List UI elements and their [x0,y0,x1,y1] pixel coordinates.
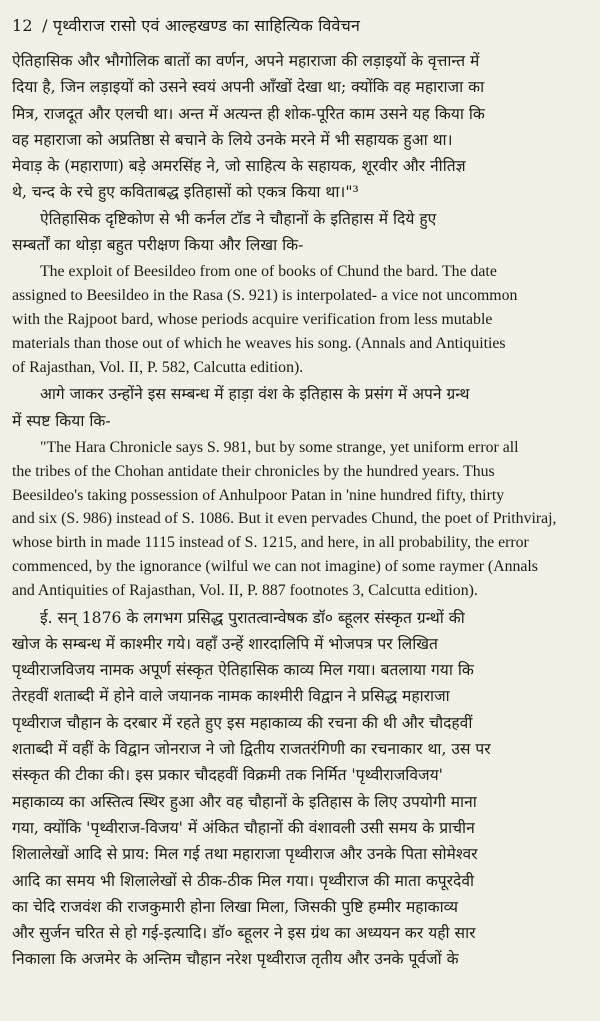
quote-line: assigned to Beesildeo in the Rasa (S. 921) is interpolated- a vice not uncommon [12,287,518,305]
quote-line: and Antiquities of Rajasthan, Vol. II, P. 887 footnotes 3, Calcutta edition). [12,581,478,599]
quote-line: and six (S. 986) instead of S. 1086. But it even pervades Chund, the poet of Prithviraj, [12,510,557,528]
text-line: शिलालेखों आदि से प्राय: मिल गई तथा महाराजा पृथ्वीराज और उनके पिता सोमेश्वर [12,845,478,864]
text-line: और सुर्जन चरित से हो गई-इत्यादि। डॉ० ब्हूलर ने इस ग्रंथ का अध्ययन कर यही सार [12,924,476,943]
text-line: पृथ्वीराज चौहान के दरबार में रहते हुए इस महाकाव्य की रचना की थी और चौदहवीं [12,713,473,732]
text-line: संस्कृत की टीका की। इस प्रकार चौदहवीं विक्रमी तक निर्मित 'पृथ्वीराजविजय' [12,766,443,785]
text-line: गया, क्योंकि 'पृथ्वीराज-विजय' में अंकित चौहानों की वंशावली उसी समय के प्राचीन [12,818,475,837]
quote-line: the tribes of the Chohan antidate their chronicles by the hundred years. Thus [12,462,495,480]
text-line: निकाला कि अजमेर के अन्तिम चौहान नरेश पृथ्वीराज तृतीय और उनके पूर्वजों के [12,950,459,969]
text-line: थे, चन्द के रचे हुए कविताबद्ध इतिहासों को एकत्र किया था।"³ [12,183,359,202]
running-header [12,14,590,38]
paragraph-2 [12,206,590,259]
quote-line: with the Rajpoot bard, whose periods acquire verification from less mutable [12,310,493,328]
text-line: मित्र, राजदूत और एलची था। अन्त में अत्यन्त ही शोक-पूरित काम उसने यह किया कि [12,104,485,123]
paragraph-1 [12,48,590,206]
text-line: तेरहवीं शताब्दी में होने वाले जयानक नामक काश्मीरी विद्वान ने प्रसिद्ध महाराजा [12,687,450,706]
text-line: ई. सन् 1876 के लगभग प्रसिद्ध पुरातत्वान्वेषक डॉ० ब्हूलर संस्कृत ग्रन्थों की [40,608,465,627]
text-line: आगे जाकर उन्होंने इस सम्बन्ध में हाड़ा वंश के इतिहास के प्रसंग में अपने ग्रन्थ [40,385,470,404]
book-title: पृथ्वीराज रासो एवं आल्हखण्ड का साहित्यिक विवेचन [52,16,361,35]
text-line: पृथ्वीराजविजय नामक अपूर्ण संस्कृत ऐतिहासिक काव्य मिल गया। बतलाया गया कि [12,661,474,680]
text-line: खोज के सम्बन्ध में काश्मीर गये। वहाँ उन्हें शारदालिपि में भोजपत्र पर लिखित [12,634,438,653]
text-line: सम्बर्तों का थोड़ा बहुत परीक्षण किया और लिखा कि- [12,236,304,255]
text-line: आदि का समय भी शिलालेखों से ठीक-ठीक मिल गया। पृथ्वीराज की माता कपूरदेवी [12,871,475,890]
quote-line: Beesildeo's taking possession of Anhulpoor Patan in 'nine hundred fifty, thirty [12,486,505,504]
text-line: ऐतिहासिक और भौगोलिक बातों का वर्णन, अपने महाराजा की लड़ाइयों के वृत्तान्त में [12,52,480,70]
quote-line: "The Hara Chronicle says S. 981, but by some strange, yet uniform error all [40,438,519,456]
paragraph-3 [12,381,590,434]
english-quote-1 [12,260,590,379]
text-line: महाकाव्य का अस्तित्व स्थिर हुआ और वह चौहानों के इतिहास के लिए उपयोगी माना [12,792,477,811]
text-line: ऐतिहासिक दृष्टिकोण से भी कर्नल टॉड ने चौहानों के इतिहास में दिये हुए [40,209,437,228]
quote-line: The exploit of Beesildeo from one of books of Chund the bard. The date [40,263,497,281]
page-number: 12 [12,16,33,35]
paragraph-4 [12,605,590,973]
quote-line: materials than those out of which he weaves his song. (Annals and Antiquities [12,334,506,352]
quote-line: commenced, by the ignorance (wilful we can not imagine) of some raymer (Annals [12,557,538,575]
text-line: मेवाड़ के (महाराणा) बड़े अमरसिंह ने, जो साहित्य के सहायक, शूरवीर और नीतिज्ञ [12,157,466,176]
header-separator: / [42,16,48,35]
text-line: दिया है, जिन लड़ाइयों को उसने स्वयं अपनी आँखों देखा था; क्योंकि वह महाराजा का [12,78,485,97]
english-quote-2 [12,436,590,603]
text-line: का चेदि राजवंश की राजकुमारी होना लिखा मिला, जिसकी पुष्टि हम्मीर महाकाव्य [12,897,459,916]
text-line: शताब्दी में वहीं के विद्वान जोनराज ने जो द्वितीय राजतरंगिणी का रचनाकार था, उस पर [12,740,491,759]
quote-line: of Rajasthan, Vol. II, P. 582, Calcutta edition). [12,358,304,376]
text-line: में स्पष्ट किया कि- [12,411,111,430]
text-line: वह महाराजा को अप्रतिष्ठा से बचाने के लिये उनके मरने में भी सहायक हुआ था। [12,130,453,149]
quote-line: whose birth in made 1115 instead of S. 1215, and here, in all probability, the error [12,534,529,552]
